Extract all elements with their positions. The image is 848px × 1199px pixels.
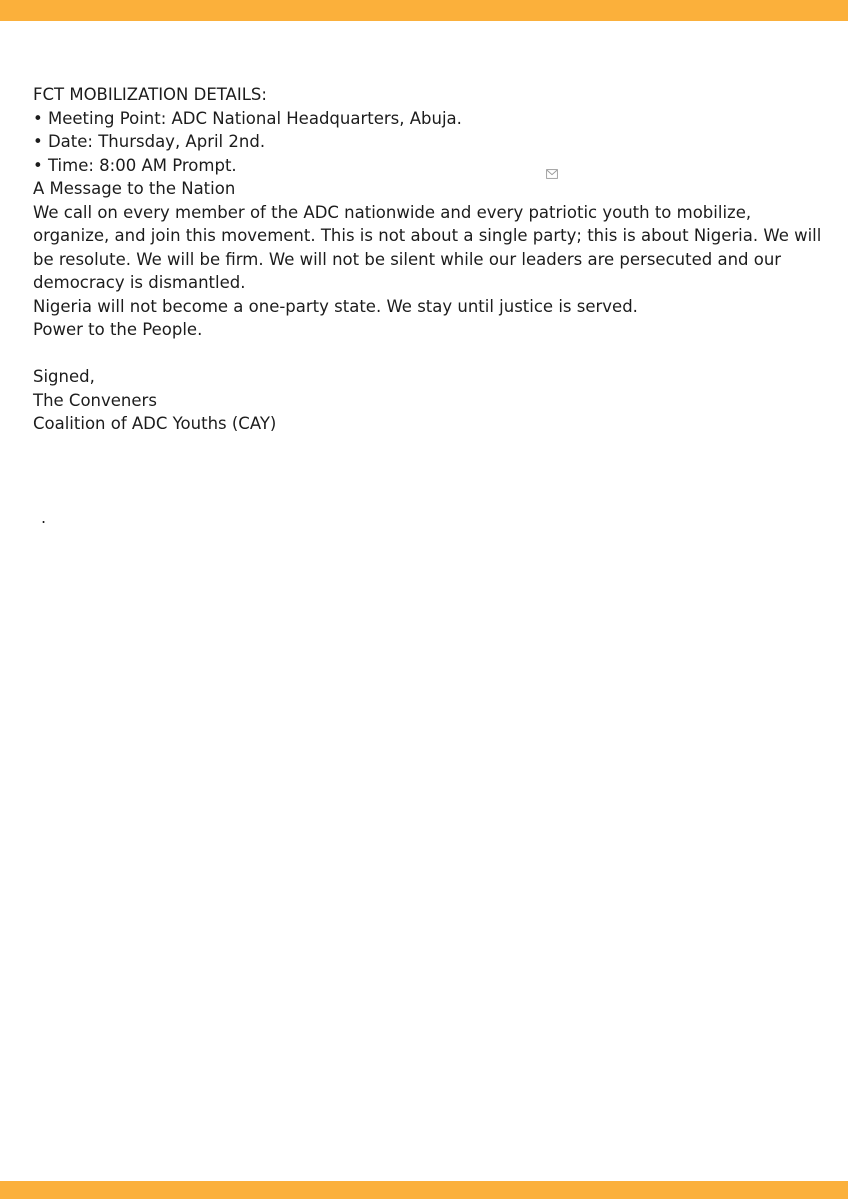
top-accent-bar <box>0 0 848 21</box>
signoff-line: Signed, <box>33 367 95 386</box>
date-item: • Date: Thursday, April 2nd. <box>33 132 266 151</box>
document-body <box>33 83 823 436</box>
time-item: • Time: 8:00 AM Prompt. <box>33 155 237 175</box>
meeting-point-item: • Meeting Point: ADC National Headquarters, Abuja. <box>33 108 462 128</box>
mail-icon <box>546 169 558 179</box>
bottom-accent-bar <box>0 1181 848 1199</box>
message-body: We call on every member of the ADC nationwide and every patriotic youth to mobilize, organize, and join this movement. This is not about a single party; this is about Nigeria. We will be resolute. We will be firm. We will not be silent while our leaders are persecuted and our democracy is dismantled. <box>33 202 822 292</box>
trailing-dot: . <box>41 508 47 527</box>
statement-line: Nigeria will not become a one-party state. We stay until justice is served. <box>33 296 638 316</box>
message-title: A Message to the Nation <box>33 179 236 198</box>
mobilization-heading: FCT MOBILIZATION DETAILS: <box>33 85 267 104</box>
slogan-line: Power to the People. <box>33 320 203 339</box>
organization-line: Coalition of ADC Youths (CAY) <box>33 414 277 433</box>
blank-line <box>33 342 823 366</box>
signatory-line: The Conveners <box>33 390 157 410</box>
